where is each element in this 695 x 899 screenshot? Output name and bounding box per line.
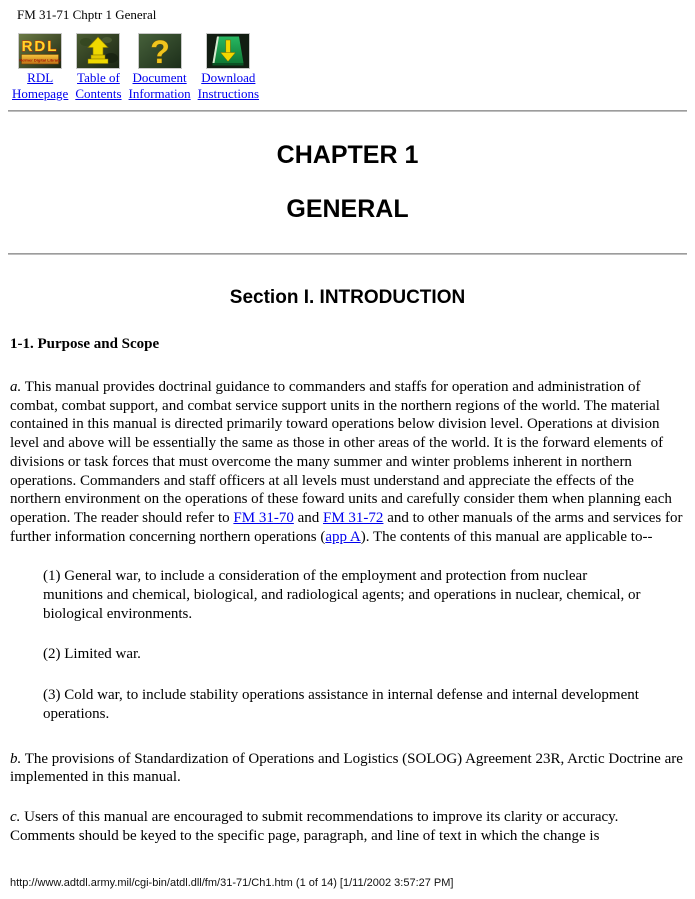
download-instructions-link-line2: Instructions	[197, 85, 260, 101]
rdl-banner-text: Reimer Digital Library	[19, 57, 61, 63]
download-instructions-arrow-icon[interactable]	[206, 33, 250, 69]
document-information-link[interactable]	[129, 70, 191, 101]
nav-item-download-instructions	[198, 33, 259, 101]
download-instructions-link-line1: Download	[201, 70, 256, 85]
document-body	[0, 110, 695, 845]
horizontal-rule-middle	[8, 253, 687, 255]
document-information-question-icon[interactable]	[138, 33, 182, 69]
print-footer-url: http://www.adtdl.army.mil/cgi-bin/atdl.dll/fm/31-71/Ch1.htm (1 of 14) [1/11/2002 3:57:27 PM]	[10, 877, 454, 889]
paragraph-c	[10, 808, 685, 845]
chapter-title: CHAPTER 1	[276, 141, 419, 169]
paragraph-b-text: The provisions of Standardization of Operations and Logistics (SOLOG) Agreement 23R, Arctic Doctrine are implemented in this manual.	[10, 750, 683, 786]
paragraph-1-1-heading: 1-1. Purpose and Scope	[10, 336, 160, 352]
rdl-homepage-link-line2: Homepage	[12, 85, 69, 101]
paragraph-c-letter: c.	[10, 808, 21, 825]
rdl-letters: RDL	[21, 38, 59, 55]
document-information-link-line1: Document	[132, 70, 187, 85]
nav-item-table-of-contents	[75, 33, 121, 101]
table-of-contents-link-line2: Contents	[75, 85, 122, 101]
rdl-homepage-link-line1: RDL	[27, 70, 54, 85]
paragraph-c-text: Users of this manual are encouraged to submit recommendations to improve its clarity or accuracy. Comments should be keyed to the specific page, paragraph, and line of text in which the change is	[10, 808, 619, 844]
fm-31-72-link[interactable]: FM 31-72	[323, 509, 384, 526]
paragraph-a-text-mid2: and to other manuals of the arms and services for further information concerning northern operations (	[10, 509, 683, 545]
paragraph-a-letter: a.	[10, 379, 22, 395]
rdl-homepage-link[interactable]	[12, 70, 68, 101]
table-of-contents-link-line1: Table of	[77, 70, 120, 85]
paragraph-a	[10, 378, 685, 546]
chapter-subtitle: GENERAL	[286, 195, 409, 223]
appendix-a-link[interactable]: app A	[325, 528, 361, 545]
table-of-contents-up-arrow-icon[interactable]	[76, 33, 120, 69]
nav-item-document-information	[129, 33, 191, 101]
table-of-contents-link[interactable]	[75, 70, 121, 101]
nav-item-rdl-homepage	[12, 33, 68, 101]
list-item-3: (3) Cold war, to include stability operations assistance in internal defense and internal development operations.	[43, 687, 639, 722]
document-information-link-line2: Information	[128, 85, 191, 101]
print-header-title: FM 31-71 Chptr 1 General	[17, 7, 157, 22]
rdl-logo-icon[interactable]	[18, 33, 62, 69]
applicability-list	[43, 567, 650, 723]
paragraph-b	[10, 750, 685, 787]
fm-31-70-link[interactable]: FM 31-70	[233, 509, 294, 526]
question-mark-glyph: ?	[149, 34, 170, 69]
list-item-1: (1) General war, to include a consideration of the employment and protection from nuclear munitions and chemical, biological, and radiological agents; and operations in nuclear, chemical, or biological environments.	[43, 568, 641, 622]
nav-toolbar	[12, 33, 259, 101]
horizontal-rule-top	[8, 110, 687, 112]
download-instructions-link[interactable]	[198, 70, 259, 101]
list-item-2: (2) Limited war.	[43, 646, 141, 663]
paragraph-a-text-tail: ). The contents of this manual are applicable to--	[360, 528, 653, 545]
paragraph-b-letter: b.	[10, 750, 22, 767]
paragraph-a-text-mid1: and	[293, 509, 323, 526]
paragraph-a-text: This manual provides doctrinal guidance to commanders and staffs for operation and administration of combat, combat support, and combat service support units in the northern regions of the world. The material contained in this manual is directed primarily toward operations below division level. Operations at division level and above will be essentially the same as those in other areas of the world. It is the forward elements of divisions or task forces that must overcome the many summer and winter problems inherent in northern operations. Commanders and staff officers at all levels must understand and appreciate the effects of the northern environment on the operations of these foward units and carefully consider them when planning each operation. The reader should refer to	[10, 379, 672, 526]
section-title: Section I. INTRODUCTION	[229, 287, 466, 308]
